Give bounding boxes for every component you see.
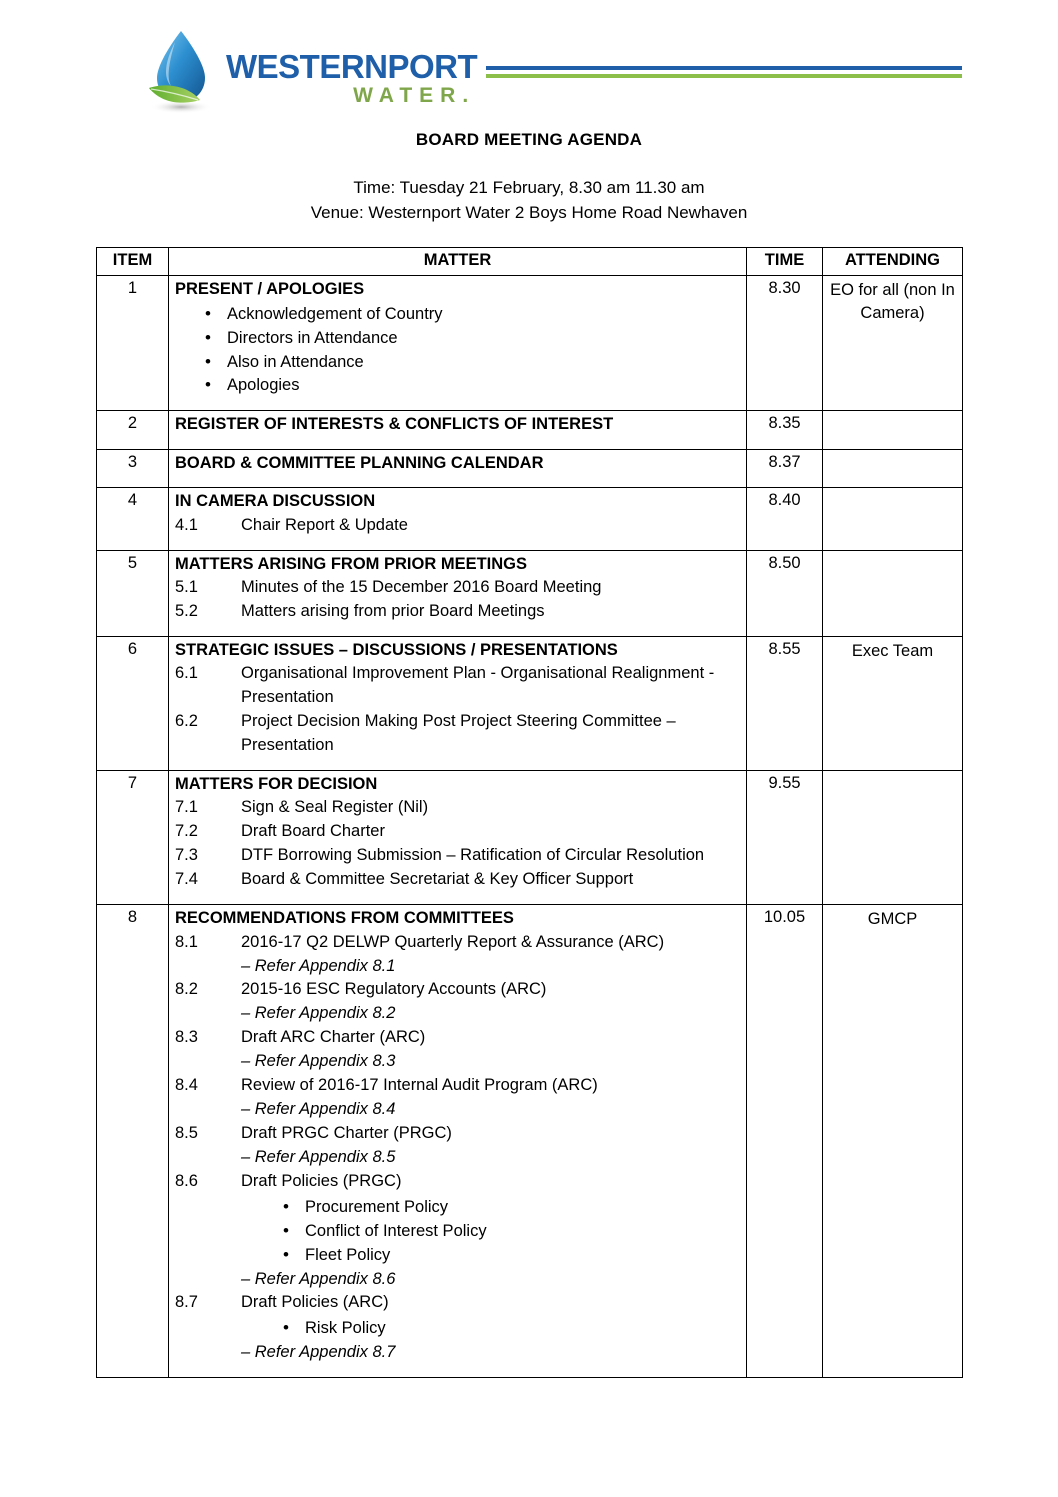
header-rule-green bbox=[486, 74, 962, 78]
sub-item-text: Chair Report & Update bbox=[241, 515, 408, 534]
list-item: • Also in Attendance bbox=[175, 351, 740, 375]
table-row bbox=[97, 550, 963, 636]
sub-item-number: 7.2 bbox=[175, 822, 198, 841]
sub-item-number: 8.5 bbox=[175, 1123, 198, 1142]
sub-bullet-list bbox=[175, 1196, 740, 1268]
column-header-time: TIME bbox=[747, 248, 823, 276]
meeting-time-line: Time: Tuesday 21 February, 8.30 am 11.30 am bbox=[353, 178, 705, 197]
list-item: • Fleet Policy bbox=[175, 1244, 740, 1268]
header-rule-blue bbox=[486, 66, 962, 70]
sub-item bbox=[175, 1074, 740, 1098]
appendix-reference: – Refer Appendix 8.3 bbox=[241, 1052, 396, 1071]
row-item-number: 2 bbox=[97, 411, 169, 449]
sub-item bbox=[175, 514, 740, 538]
row-matter bbox=[169, 550, 747, 636]
table-row bbox=[97, 488, 963, 550]
table-row bbox=[97, 411, 963, 449]
table-row bbox=[97, 771, 963, 905]
sub-item bbox=[175, 1026, 740, 1050]
sub-item-text: Review of 2016-17 Internal Audit Program (ARC) bbox=[241, 1076, 598, 1095]
sub-item-number: 7.3 bbox=[175, 846, 198, 865]
appendix-reference: – Refer Appendix 8.7 bbox=[241, 1343, 396, 1362]
page-title: BOARD MEETING AGENDA bbox=[415, 130, 643, 149]
row-time: 10.05 bbox=[747, 905, 823, 1378]
sub-item-text: Board & Committee Secretariat & Key Officer Support bbox=[241, 870, 634, 889]
table-row bbox=[97, 636, 963, 770]
column-header-matter: MATTER bbox=[169, 248, 747, 276]
sub-item bbox=[175, 978, 740, 1002]
sub-item-text: Draft ARC Charter (ARC) bbox=[241, 1028, 426, 1047]
appendix-reference: – Refer Appendix 8.6 bbox=[241, 1269, 396, 1288]
sub-item-number: 4.1 bbox=[175, 515, 198, 534]
letterhead bbox=[96, 22, 962, 120]
row-item-number: 4 bbox=[97, 488, 169, 550]
row-time: 8.50 bbox=[747, 550, 823, 636]
row-heading: STRATEGIC ISSUES – DISCUSSIONS / PRESENTATIONS bbox=[175, 640, 618, 659]
row-spacer bbox=[175, 437, 740, 443]
sub-item bbox=[175, 796, 740, 820]
row-attending: Exec Team bbox=[823, 636, 963, 770]
row-spacer bbox=[175, 398, 740, 404]
row-attending bbox=[823, 550, 963, 636]
list-item: • Conflict of Interest Policy bbox=[175, 1220, 740, 1244]
sub-item bbox=[175, 844, 740, 868]
row-matter bbox=[169, 771, 747, 905]
row-heading: BOARD & COMMITTEE PLANNING CALENDAR bbox=[175, 453, 544, 472]
row-time: 9.55 bbox=[747, 771, 823, 905]
sub-item-number: 7.4 bbox=[175, 870, 198, 889]
appendix-reference: – Refer Appendix 8.4 bbox=[241, 1100, 396, 1119]
sub-item-number: 8.4 bbox=[175, 1076, 198, 1095]
row-attending: GMCP bbox=[823, 905, 963, 1378]
row-spacer bbox=[175, 892, 740, 898]
brand-subname: WATER. bbox=[353, 84, 476, 107]
row-heading: PRESENT / APOLOGIES bbox=[175, 280, 365, 299]
row-time: 8.35 bbox=[747, 411, 823, 449]
sub-item bbox=[175, 868, 740, 892]
row-heading: IN CAMERA DISCUSSION bbox=[175, 492, 376, 511]
row-matter bbox=[169, 488, 747, 550]
row-matter bbox=[169, 636, 747, 770]
appendix-reference: – Refer Appendix 8.2 bbox=[241, 1004, 396, 1023]
water-drop-leaf-logo-icon bbox=[144, 28, 218, 114]
sub-item-number: 7.1 bbox=[175, 798, 198, 817]
row-time: 8.40 bbox=[747, 488, 823, 550]
row-attending: EO for all (non In Camera) bbox=[823, 276, 963, 411]
row-item-number: 6 bbox=[97, 636, 169, 770]
row-item-number: 5 bbox=[97, 550, 169, 636]
row-item-number: 3 bbox=[97, 449, 169, 487]
row-spacer bbox=[175, 758, 740, 764]
meeting-meta bbox=[96, 176, 962, 225]
row-spacer bbox=[175, 538, 740, 544]
row-item-number: 8 bbox=[97, 905, 169, 1378]
sub-bullet-list bbox=[175, 1317, 740, 1341]
table-header-row bbox=[97, 248, 963, 276]
sub-item bbox=[175, 662, 740, 710]
sub-item-text: Organisational Improvement Plan - Organisational Realignment - Presentation bbox=[241, 664, 715, 707]
table-row bbox=[97, 905, 963, 1378]
row-heading: REGISTER OF INTERESTS & CONFLICTS OF INTEREST bbox=[175, 415, 614, 434]
sub-item bbox=[175, 576, 740, 600]
sub-item-number: 6.1 bbox=[175, 664, 198, 683]
list-item: • Risk Policy bbox=[175, 1317, 740, 1341]
sub-item-number: 8.1 bbox=[175, 932, 198, 951]
row-matter bbox=[169, 276, 747, 411]
sub-item bbox=[175, 1170, 740, 1194]
sub-item-text: Draft Policies (ARC) bbox=[241, 1293, 389, 1312]
list-item: • Apologies bbox=[175, 374, 740, 398]
sub-item-text: DTF Borrowing Submission – Ratification of Circular Resolution bbox=[241, 846, 705, 865]
sub-item bbox=[175, 600, 740, 624]
sub-item bbox=[175, 1291, 740, 1315]
row-item-number: 7 bbox=[97, 771, 169, 905]
sub-item-number: 8.6 bbox=[175, 1171, 198, 1190]
sub-item bbox=[175, 710, 740, 758]
list-item: • Procurement Policy bbox=[175, 1196, 740, 1220]
row-time: 8.37 bbox=[747, 449, 823, 487]
appendix-reference: – Refer Appendix 8.5 bbox=[241, 1147, 396, 1166]
row-attending bbox=[823, 411, 963, 449]
meeting-venue-line: Venue: Westernport Water 2 Boys Home Road Newhaven bbox=[310, 202, 748, 222]
sub-item-text: Project Decision Making Post Project Steering Committee – Presentation bbox=[241, 712, 676, 755]
sub-item-number: 8.3 bbox=[175, 1028, 198, 1047]
row-spacer bbox=[175, 475, 740, 481]
row-heading: MATTERS FOR DECISION bbox=[175, 775, 378, 794]
brand-wordmark bbox=[226, 50, 477, 106]
row-matter bbox=[169, 905, 747, 1378]
sub-item-text: 2015-16 ESC Regulatory Accounts (ARC) bbox=[241, 980, 547, 999]
sub-item-number: 5.1 bbox=[175, 578, 198, 597]
row-time: 8.30 bbox=[747, 276, 823, 411]
row-spacer bbox=[175, 1365, 740, 1371]
company-logo bbox=[144, 28, 484, 120]
row-attending bbox=[823, 488, 963, 550]
table-row bbox=[97, 449, 963, 487]
row-matter bbox=[169, 411, 747, 449]
column-header-attending: ATTENDING bbox=[823, 248, 963, 276]
sub-item-text: Draft PRGC Charter (PRGC) bbox=[241, 1123, 452, 1142]
sub-item-text: Minutes of the 15 December 2016 Board Meeting bbox=[241, 578, 602, 597]
sub-item bbox=[175, 820, 740, 844]
row-attending bbox=[823, 449, 963, 487]
table-row bbox=[97, 276, 963, 411]
sub-item bbox=[175, 1122, 740, 1146]
sub-item-number: 8.2 bbox=[175, 980, 198, 999]
sub-item-number: 5.2 bbox=[175, 602, 198, 620]
column-header-item: ITEM bbox=[97, 248, 169, 276]
sub-item-text: Draft Board Charter bbox=[241, 822, 385, 841]
bullet-list bbox=[175, 303, 740, 399]
sub-item-number: 6.2 bbox=[175, 712, 198, 731]
row-matter bbox=[169, 449, 747, 487]
brand-name: WESTERNPORT bbox=[226, 48, 478, 85]
sub-item-text: 2016-17 Q2 DELWP Quarterly Report & Assurance (ARC) bbox=[241, 932, 665, 951]
agenda-table bbox=[96, 247, 963, 1378]
row-attending bbox=[823, 771, 963, 905]
sub-item bbox=[175, 931, 740, 955]
row-heading: MATTERS ARISING FROM PRIOR MEETINGS bbox=[175, 554, 528, 573]
row-item-number: 1 bbox=[97, 276, 169, 411]
sub-item-number: 8.7 bbox=[175, 1293, 198, 1312]
sub-item-text: Sign & Seal Register (Nil) bbox=[241, 798, 429, 817]
row-spacer bbox=[175, 624, 740, 630]
sub-item-text: Draft Policies (PRGC) bbox=[241, 1171, 402, 1190]
list-item: • Acknowledgement of Country bbox=[175, 303, 740, 327]
list-item: • Directors in Attendance bbox=[175, 327, 740, 351]
row-heading: RECOMMENDATIONS FROM COMMITTEES bbox=[175, 909, 514, 928]
appendix-reference: – Refer Appendix 8.1 bbox=[241, 956, 396, 975]
sub-item-text: Matters arising from prior Board Meetings bbox=[241, 602, 545, 620]
row-time: 8.55 bbox=[747, 636, 823, 770]
